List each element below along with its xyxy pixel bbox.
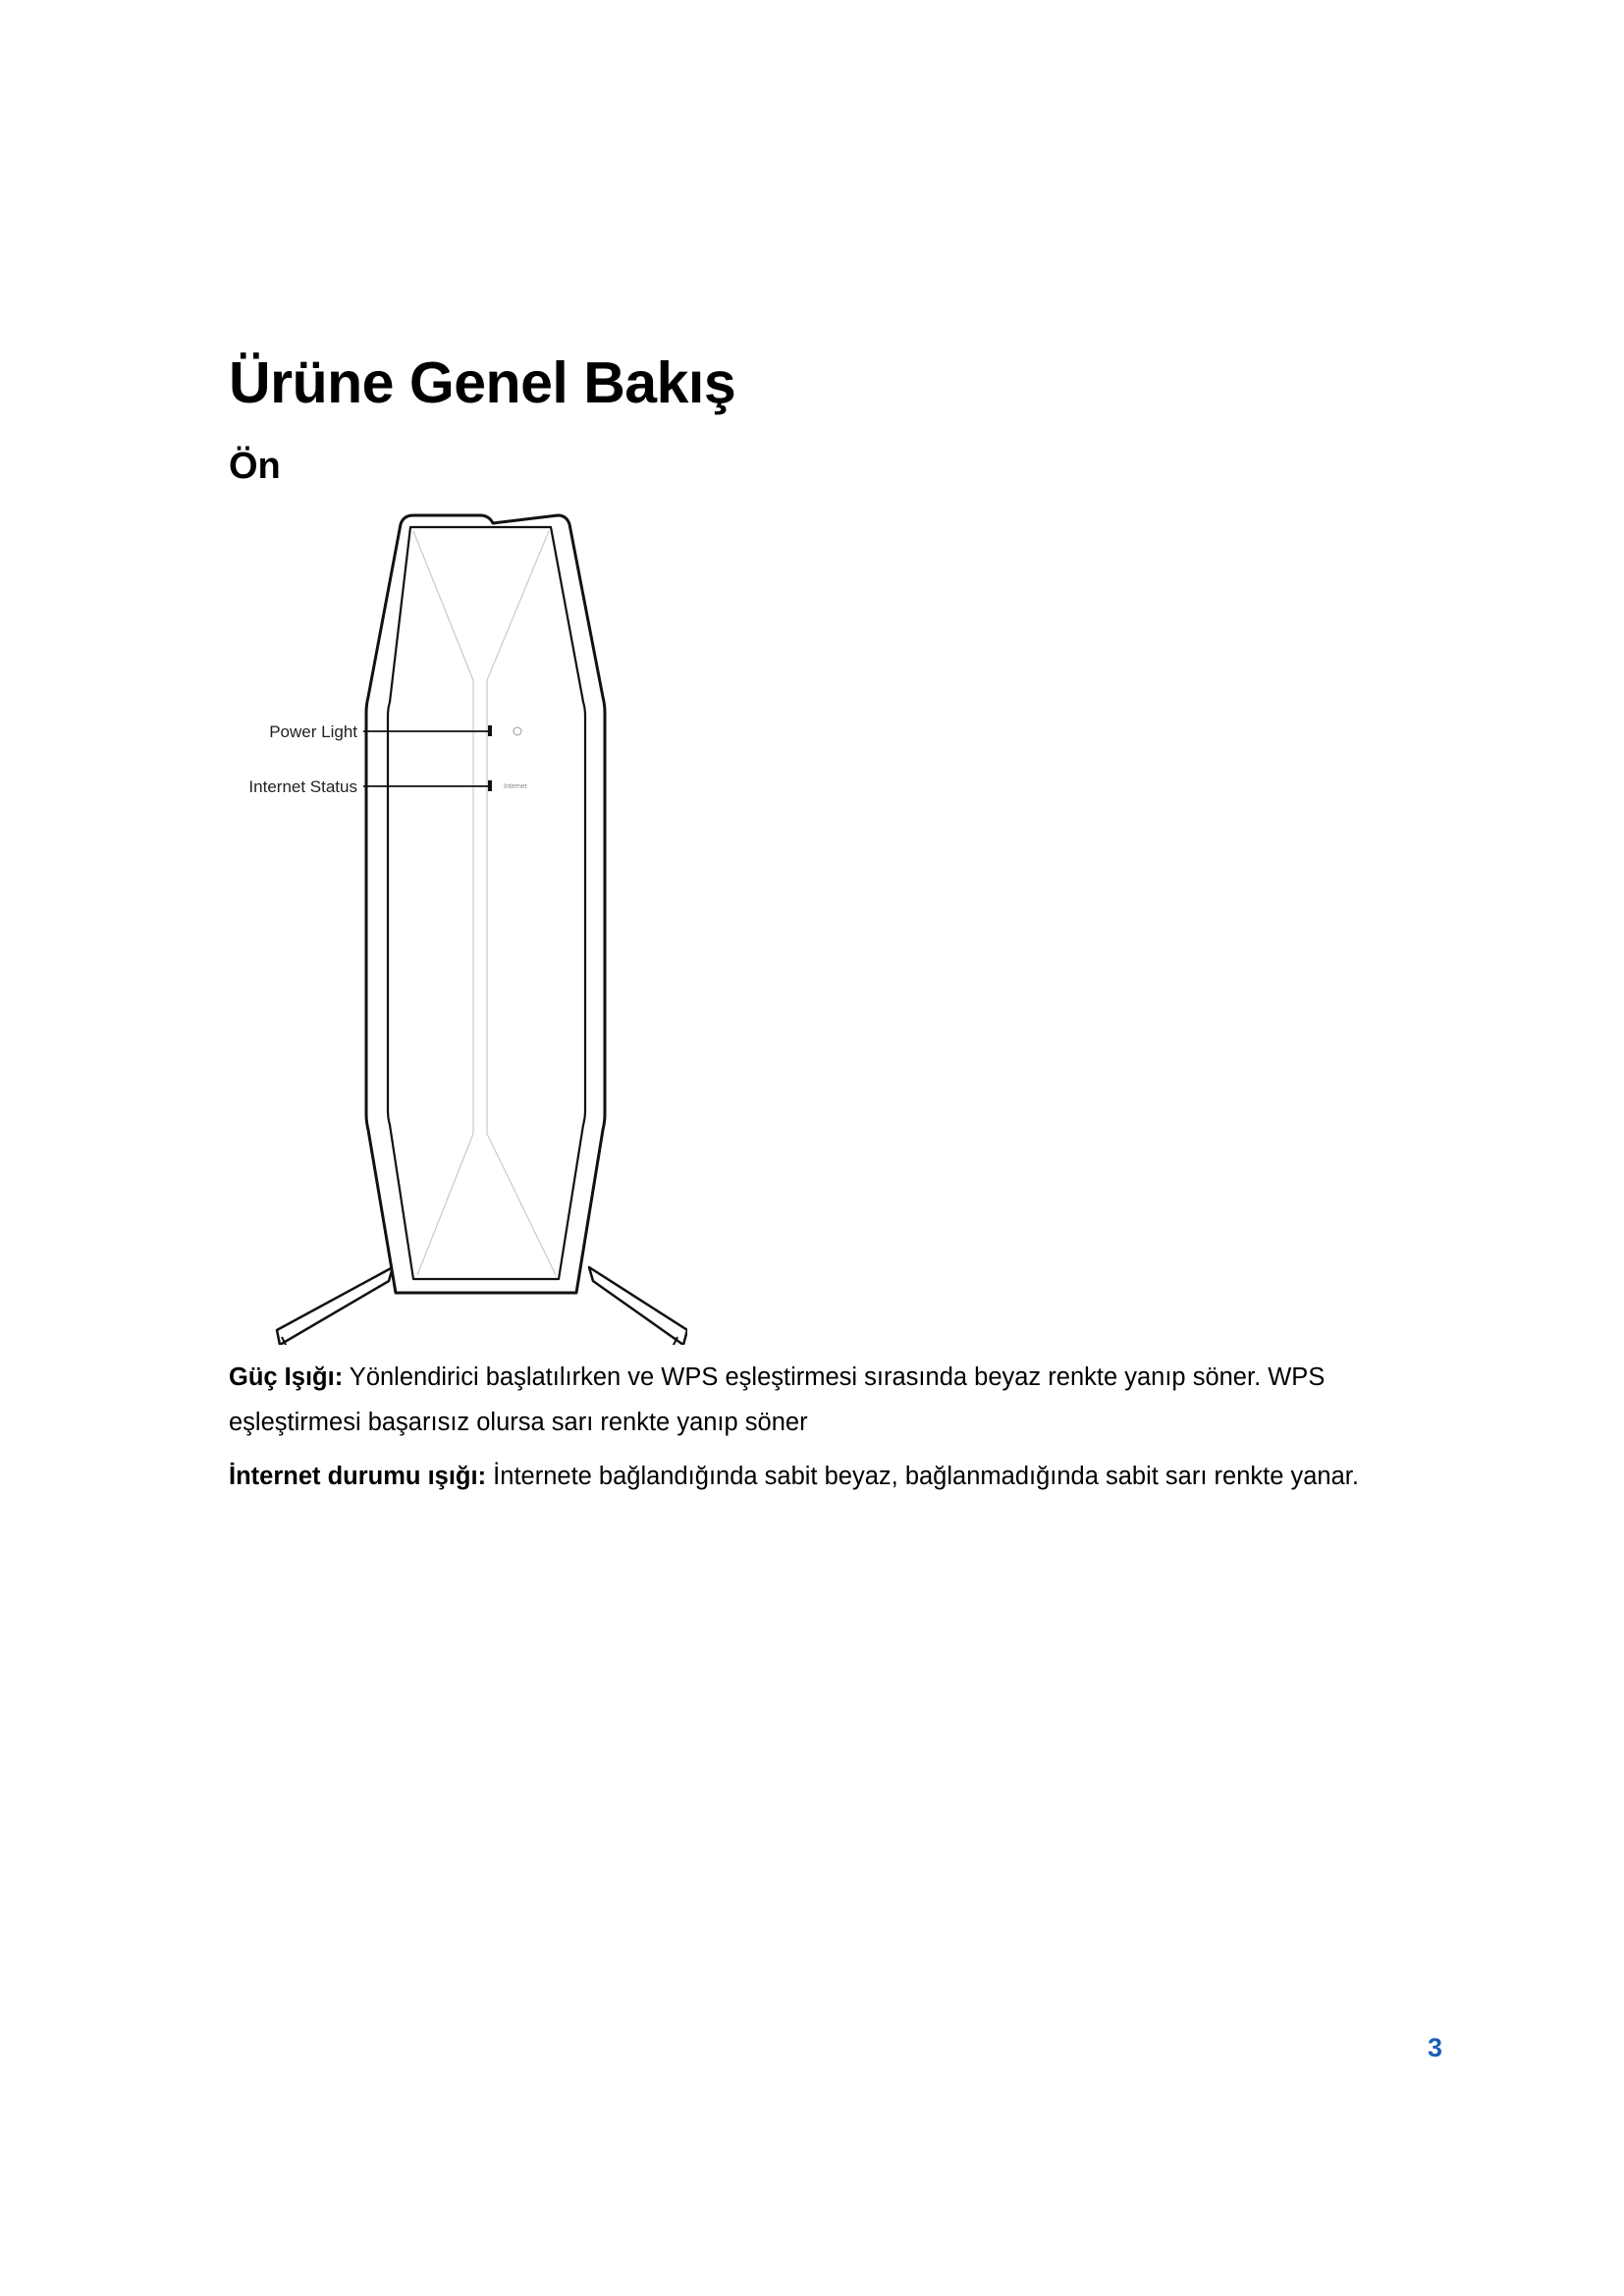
router-front-diagram [226, 506, 687, 1345]
internet-status-text: İnternete bağlandığında sabit beyaz, bağlanmadığında sabit sarı renkte yanar. [486, 1463, 1359, 1490]
router-body-outline [366, 515, 605, 1293]
power-light-description [229, 1355, 1446, 1445]
power-light-term: Güç Işığı: [229, 1363, 344, 1391]
power-light-indicator [488, 725, 492, 736]
internet-device-label: Internet [504, 783, 527, 790]
section-title-front: Ön [229, 446, 281, 487]
internet-status-callout: Internet Status [248, 777, 357, 796]
router-right-foot [589, 1267, 687, 1345]
internet-status-description [229, 1454, 1446, 1499]
power-light-callout: Power Light [269, 722, 357, 741]
internet-status-term: İnternet durumu ışığı: [229, 1463, 487, 1490]
page-title: Ürüne Genel Bakış [229, 350, 736, 415]
page-number: 3 [1428, 2033, 1443, 2062]
router-left-foot [277, 1267, 393, 1345]
internet-status-indicator [488, 780, 492, 791]
power-light-text: Yönlendirici başlatılırken ve WPS eşleştirmesi sırasında beyaz renkte yanıp söner. WPS eşleştirmesi başarısız olursa sarı renkte yanıp söner [229, 1363, 1326, 1436]
